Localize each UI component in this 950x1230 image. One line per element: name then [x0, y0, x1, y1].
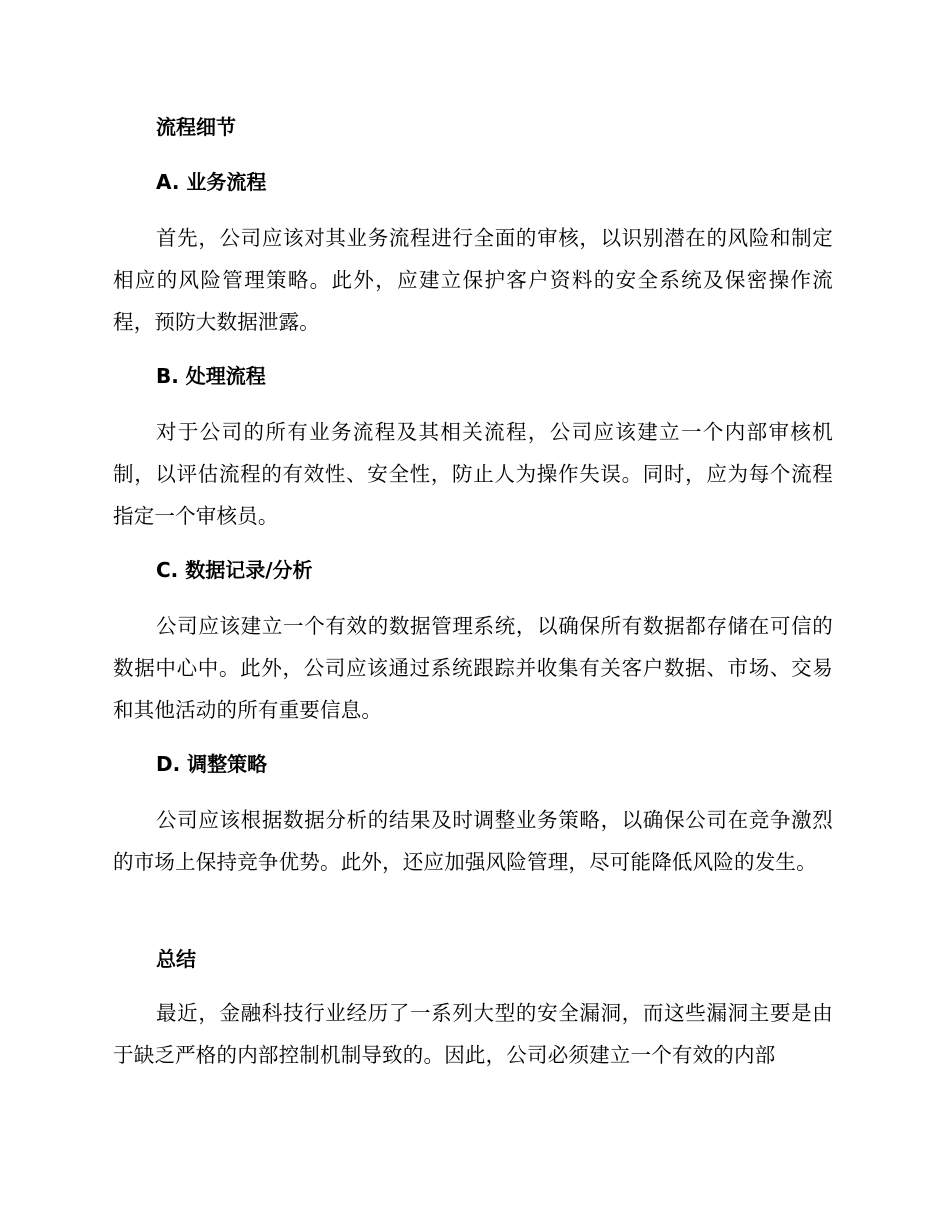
- summary-heading: 总结: [156, 947, 196, 971]
- paragraph-d: 公司应该根据数据分析的结果及时调整业务策略，以确保公司在竞争激烈的市场上保持竞争优势。此外，还应加强风险管理，尽可能降低风险的发生。: [113, 808, 833, 874]
- section-title: 流程细节: [156, 115, 236, 139]
- paragraph-a: 首先，公司应该对其业务流程进行全面的审核，以识别潜在的风险和制定相应的风险管理策略。此外，应建立保护客户资料的安全系统及保密操作流程，预防大数据泄露。: [113, 226, 833, 334]
- heading-a: A. 业务流程: [156, 170, 267, 194]
- heading-c: C. 数据记录/分析: [156, 558, 313, 582]
- paragraph-b: 对于公司的所有业务流程及其相关流程，公司应该建立一个内部审核机制，以评估流程的有效性、安全性，防止人为操作失误。同时，应为每个流程指定一个审核员。: [113, 420, 833, 528]
- paragraph-c: 公司应该建立一个有效的数据管理系统，以确保所有数据都存储在可信的数据中心中。此外，公司应该通过系统跟踪并收集有关客户数据、市场、交易和其他活动的所有重要信息。: [113, 614, 833, 722]
- heading-d: D. 调整策略: [156, 752, 268, 776]
- heading-b: B. 处理流程: [156, 364, 266, 388]
- summary-paragraph: 最近，金融科技行业经历了一系列大型的安全漏洞，而这些漏洞主要是由于缺乏严格的内部控制机制导致的。因此，公司必须建立一个有效的内部: [113, 1001, 833, 1067]
